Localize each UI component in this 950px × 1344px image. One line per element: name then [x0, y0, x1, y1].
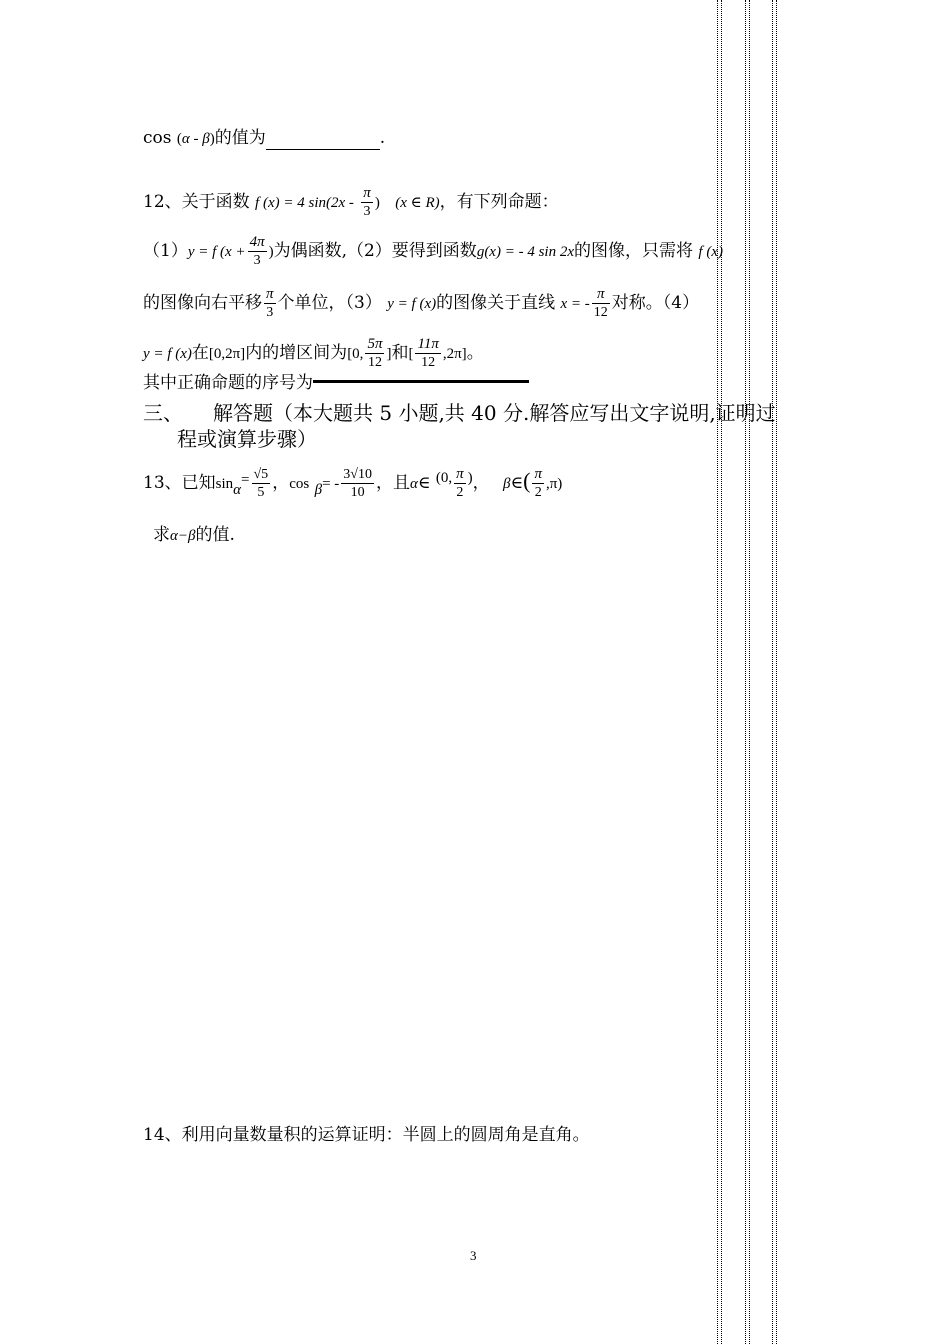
- binding-line-2: [721, 0, 722, 1344]
- section-3-heading: 三、 解答题（本大题共 5 小题,共 40 分.解答应写出文字说明,证明过: [143, 401, 776, 425]
- q12-claims-1-2: （1）y = f (x + $\frac{4\pi}{3}$ )为偶函数,（2）要得到函数g(x) = - 4 sin 2x的图像，只需将 f (x): [143, 234, 723, 268]
- q12-claim-4: y = f (x)在[0,2π]内的增区间为[0, $\frac{5\pi}{12}$ ]和[ $\frac{11\pi}{12}$ ,2π]。: [143, 336, 484, 370]
- binding-line-6: [776, 0, 777, 1344]
- page-number: 3: [470, 1248, 477, 1263]
- q12-answer-line: 其中正确命题的序号为: [143, 372, 529, 394]
- section-3-heading-line2: 程或演算步骤）: [177, 427, 317, 451]
- binding-line-5: [772, 0, 773, 1344]
- q13-question: 求α−β的值.: [153, 525, 235, 545]
- q12-fraction: $\frac{\pi}{3}$: [363, 185, 371, 219]
- binding-line-1: [717, 0, 718, 1344]
- binding-line-3: [745, 0, 746, 1344]
- answer-blank-11[interactable]: [266, 131, 380, 150]
- answer-blank-12[interactable]: [313, 372, 529, 383]
- q12-claims-2-3: 的图像向右平移 $\frac{\pi}{3}$ 个单位，（3） y = f (x)的图像关于直线 x = - $\frac{\pi}{12}$ 对称。（4）: [143, 286, 700, 320]
- q14-statement: 14、利用向量数量积的运算证明：半圆上的圆周角是直角。: [143, 1125, 590, 1145]
- q12-header: 12、关于函数 f (x) = 4 sin(2x - $\frac{\pi}{3}$ ) (x ∈ R)，有下列命题：: [143, 185, 559, 219]
- q12-function: f (x) = 4 sin(2x -: [255, 195, 354, 211]
- q11-tail: cos (α - β)的值为 .: [143, 128, 386, 148]
- binding-line-4: [749, 0, 750, 1344]
- q13-statement: 13、已知sinα= $\frac{√5}{5}$ ，cos β= - $\frac{3√10}{10}$ ，且α∈ (0, $\frac{\pi}{2}$ )， β∈( $\frac{\pi}{2}$ ,π): [143, 466, 563, 500]
